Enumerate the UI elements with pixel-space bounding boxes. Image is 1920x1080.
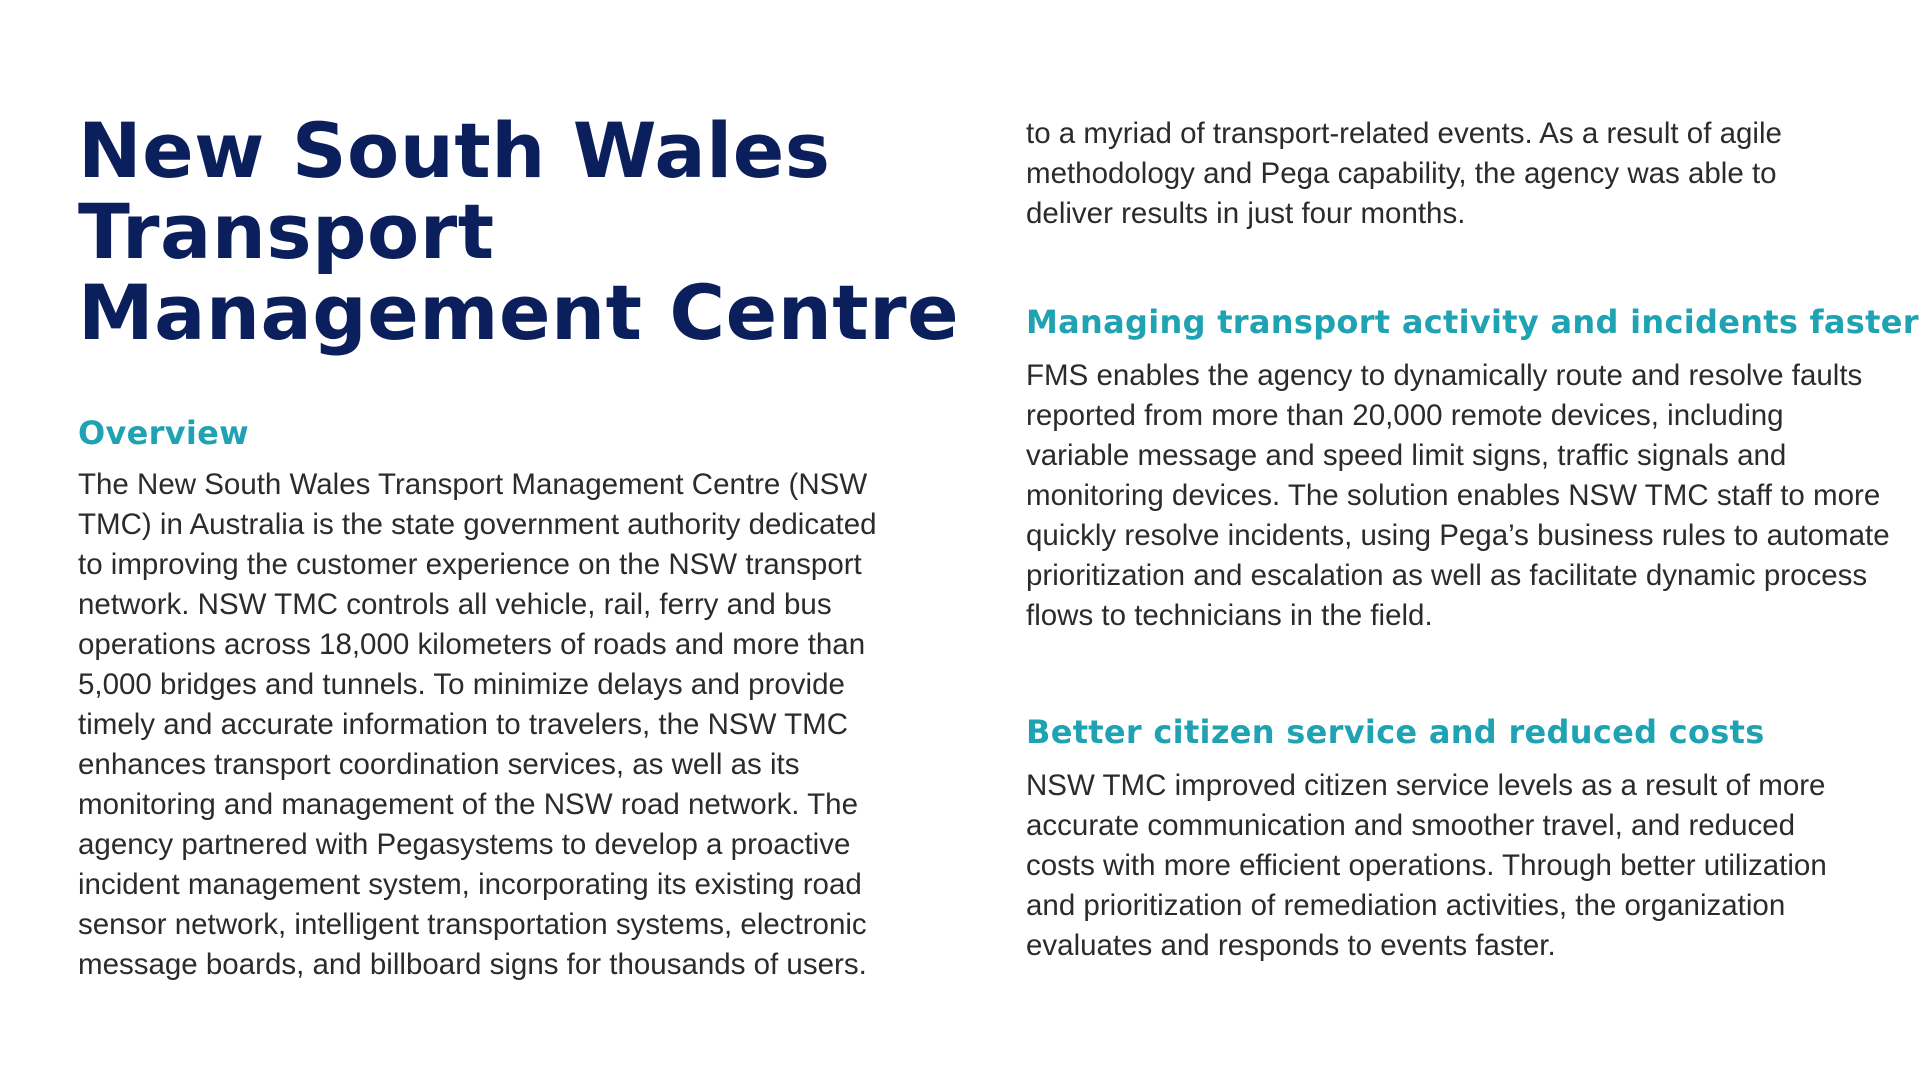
- managing-line: prioritization and escalation as well as facilitate dynamic process: [1026, 559, 1868, 592]
- page-title: [78, 106, 960, 357]
- overview-line: incident management system, incorporating its existing road: [78, 868, 862, 901]
- overview-line: The New South Wales Transport Management Centre (NSW: [78, 468, 868, 501]
- left-column: [78, 106, 960, 985]
- right-column: [1026, 114, 1919, 966]
- better-line: costs with more efficient operations. Through better utilization: [1026, 849, 1827, 882]
- better-line: and prioritization of remediation activities, the organization: [1026, 889, 1786, 922]
- managing-line: reported from more than 20,000 remote devices, including: [1026, 399, 1784, 432]
- managing-line: quickly resolve incidents, using Pega’s business rules to automate: [1026, 519, 1890, 552]
- managing-line: flows to technicians in the field.: [1026, 599, 1433, 632]
- overview-line: monitoring and management of the NSW road network. The: [78, 788, 858, 821]
- overview-line: to improving the customer experience on the NSW transport: [78, 548, 862, 581]
- overview-line: network. NSW TMC controls all vehicle, rail, ferry and bus: [78, 588, 832, 621]
- continuation-line: to a myriad of transport-related events. As a result of agile: [1026, 117, 1782, 150]
- overview-line: operations across 18,000 kilometers of roads and more than: [78, 628, 866, 661]
- title-line: Transport: [78, 187, 495, 276]
- title-line: Management Centre: [78, 268, 960, 357]
- managing-line: variable message and speed limit signs, traffic signals and: [1026, 439, 1787, 472]
- better-line: accurate communication and smoother travel, and reduced: [1026, 809, 1796, 842]
- overview-paragraph: [78, 465, 898, 985]
- overview-line: 5,000 bridges and tunnels. To minimize delays and provide: [78, 668, 845, 701]
- better-line: evaluates and responds to events faster.: [1026, 929, 1556, 962]
- overview-line: TMC) in Australia is the state government authority dedicated: [78, 508, 877, 541]
- managing-paragraph: [1026, 356, 1890, 636]
- title-line: New South Wales: [78, 106, 831, 195]
- better-paragraph: [1026, 766, 1866, 966]
- managing-line: monitoring devices. The solution enables NSW TMC staff to more: [1026, 479, 1881, 512]
- continuation-line: deliver results in just four months.: [1026, 197, 1466, 230]
- continuation-line: methodology and Pega capability, the agency was able to: [1026, 157, 1777, 190]
- better-line: NSW TMC improved citizen service levels as a result of more: [1026, 769, 1826, 802]
- overview-line: message boards, and billboard signs for thousands of users.: [78, 948, 867, 981]
- better-heading: Better citizen service and reduced costs: [1026, 713, 1765, 751]
- overview-line: sensor network, intelligent transportation systems, electronic: [78, 908, 867, 941]
- overview-line: agency partnered with Pegasystems to develop a proactive: [78, 828, 851, 861]
- managing-line: FMS enables the agency to dynamically route and resolve faults: [1026, 359, 1863, 392]
- continuation-paragraph: [1026, 114, 1866, 234]
- overview-line: enhances transport coordination services, as well as its: [78, 748, 800, 781]
- managing-heading: Managing transport activity and incidents faster: [1026, 303, 1919, 341]
- overview-heading: Overview: [78, 414, 250, 452]
- overview-line: timely and accurate information to travelers, the NSW TMC: [78, 708, 849, 741]
